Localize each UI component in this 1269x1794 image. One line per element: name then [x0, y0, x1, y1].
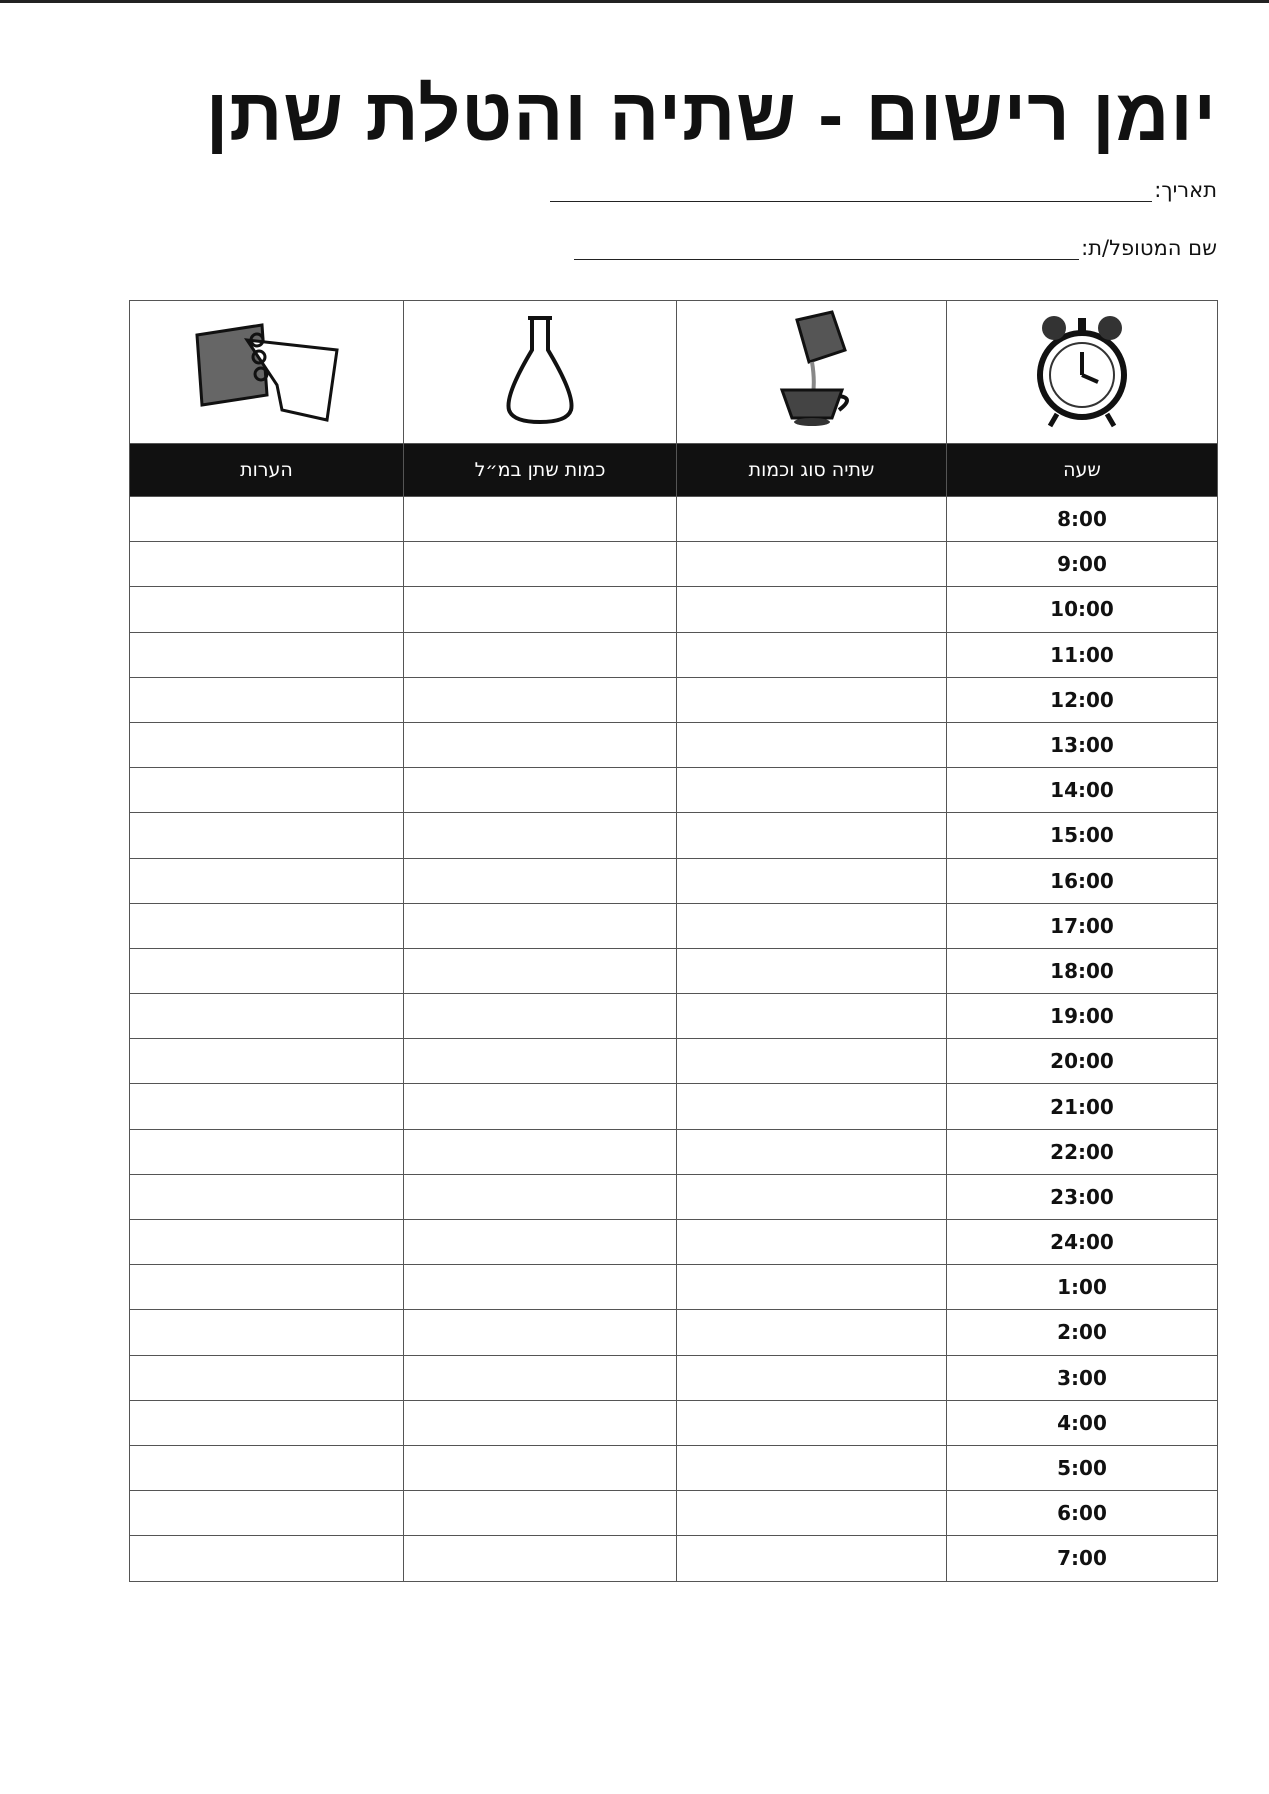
- notes-cell[interactable]: [130, 1491, 404, 1536]
- patient-field: [574, 236, 1217, 260]
- notes-cell[interactable]: [130, 1310, 404, 1355]
- urine-cell[interactable]: [404, 1220, 677, 1265]
- urine-cell[interactable]: [404, 1129, 677, 1174]
- urine-cell[interactable]: [404, 587, 677, 632]
- table-row: [130, 768, 1218, 813]
- table-row: [130, 1310, 1218, 1355]
- urine-cell[interactable]: [404, 1536, 677, 1581]
- drink-cell[interactable]: [677, 1355, 947, 1400]
- table-row: [130, 587, 1218, 632]
- urine-cell[interactable]: [404, 497, 677, 542]
- urine-cell[interactable]: [404, 768, 677, 813]
- notebook-icon: [130, 301, 404, 444]
- notes-cell[interactable]: [130, 1536, 404, 1581]
- patient-input-line[interactable]: [574, 237, 1079, 260]
- urine-cell[interactable]: [404, 813, 677, 858]
- notes-cell[interactable]: [130, 1129, 404, 1174]
- time-cell: 19:00: [947, 994, 1218, 1039]
- notes-cell[interactable]: [130, 497, 404, 542]
- drink-cell[interactable]: [677, 1536, 947, 1581]
- table-row: [130, 813, 1218, 858]
- table-row: [130, 1039, 1218, 1084]
- time-cell: 13:00: [947, 722, 1218, 767]
- urine-cell[interactable]: [404, 1445, 677, 1490]
- notes-cell[interactable]: [130, 768, 404, 813]
- drink-cell[interactable]: [677, 587, 947, 632]
- table-row: [130, 1491, 1218, 1536]
- time-cell: 18:00: [947, 948, 1218, 993]
- drink-cell[interactable]: [677, 1220, 947, 1265]
- time-cell: 16:00: [947, 858, 1218, 903]
- time-cell: 24:00: [947, 1220, 1218, 1265]
- table-row: [130, 1400, 1218, 1445]
- notes-cell[interactable]: [130, 542, 404, 587]
- drink-cell[interactable]: [677, 1129, 947, 1174]
- time-cell: 12:00: [947, 677, 1218, 722]
- notes-cell[interactable]: [130, 948, 404, 993]
- drink-cell[interactable]: [677, 1084, 947, 1129]
- notes-cell[interactable]: [130, 1174, 404, 1219]
- drink-pouring-cup-icon: [677, 301, 947, 444]
- drink-cell[interactable]: [677, 903, 947, 948]
- time-cell: 15:00: [947, 813, 1218, 858]
- table-row: [130, 632, 1218, 677]
- table-row: [130, 1445, 1218, 1490]
- time-cell: 4:00: [947, 1400, 1218, 1445]
- time-cell: 2:00: [947, 1310, 1218, 1355]
- urine-cell[interactable]: [404, 903, 677, 948]
- notes-cell[interactable]: [130, 1265, 404, 1310]
- notes-cell[interactable]: [130, 632, 404, 677]
- table-row: [130, 1129, 1218, 1174]
- time-cell: 1:00: [947, 1265, 1218, 1310]
- time-cell: 11:00: [947, 632, 1218, 677]
- notes-cell[interactable]: [130, 1400, 404, 1445]
- header-drink: שתיה סוג וכמות: [677, 444, 947, 497]
- drink-cell[interactable]: [677, 1039, 947, 1084]
- urine-cell[interactable]: [404, 1400, 677, 1445]
- table-row: [130, 1220, 1218, 1265]
- table-row: [130, 858, 1218, 903]
- urine-cell[interactable]: [404, 722, 677, 767]
- drink-cell[interactable]: [677, 722, 947, 767]
- top-border: [0, 0, 1269, 3]
- time-cell: 21:00: [947, 1084, 1218, 1129]
- notes-cell[interactable]: [130, 1355, 404, 1400]
- header-time: שעה: [947, 444, 1218, 497]
- notes-cell[interactable]: [130, 1039, 404, 1084]
- date-field: [550, 178, 1217, 202]
- urine-cell[interactable]: [404, 948, 677, 993]
- urine-cell[interactable]: [404, 1039, 677, 1084]
- time-cell: 3:00: [947, 1355, 1218, 1400]
- icon-row: [130, 301, 1218, 444]
- date-input-line[interactable]: [550, 179, 1152, 202]
- urine-cell[interactable]: [404, 994, 677, 1039]
- time-cell: 22:00: [947, 1129, 1218, 1174]
- notes-cell[interactable]: [130, 1445, 404, 1490]
- drink-cell[interactable]: [677, 542, 947, 587]
- time-cell: 7:00: [947, 1536, 1218, 1581]
- notes-cell[interactable]: [130, 813, 404, 858]
- table-row: [130, 1536, 1218, 1581]
- urine-cell[interactable]: [404, 1491, 677, 1536]
- urine-cell[interactable]: [404, 1084, 677, 1129]
- urine-cell[interactable]: [404, 1355, 677, 1400]
- drink-cell[interactable]: [677, 768, 947, 813]
- table-row: [130, 903, 1218, 948]
- urine-cell[interactable]: [404, 858, 677, 903]
- notes-cell[interactable]: [130, 994, 404, 1039]
- notes-cell[interactable]: [130, 587, 404, 632]
- drink-cell[interactable]: [677, 1400, 947, 1445]
- table-row: [130, 1084, 1218, 1129]
- measuring-flask-icon: [404, 301, 677, 444]
- notes-cell[interactable]: [130, 1084, 404, 1129]
- time-cell: 23:00: [947, 1174, 1218, 1219]
- header-row: [130, 444, 1218, 497]
- time-cell: 5:00: [947, 1445, 1218, 1490]
- drink-cell[interactable]: [677, 858, 947, 903]
- drink-cell[interactable]: [677, 677, 947, 722]
- table-row: [130, 1355, 1218, 1400]
- table-row: [130, 994, 1218, 1039]
- urine-cell[interactable]: [404, 1310, 677, 1355]
- time-cell: 20:00: [947, 1039, 1218, 1084]
- header-notes: הערות: [130, 444, 404, 497]
- drink-cell[interactable]: [677, 632, 947, 677]
- patient-label: שם המטופל/ת:: [1081, 236, 1217, 260]
- table-row: [130, 1174, 1218, 1219]
- notes-cell[interactable]: [130, 677, 404, 722]
- urine-cell[interactable]: [404, 632, 677, 677]
- notes-cell[interactable]: [130, 1220, 404, 1265]
- urine-cell[interactable]: [404, 542, 677, 587]
- time-cell: 9:00: [947, 542, 1218, 587]
- drink-cell[interactable]: [677, 813, 947, 858]
- time-cell: 17:00: [947, 903, 1218, 948]
- drink-cell[interactable]: [677, 1174, 947, 1219]
- page-title: יומן רישום - שתיה והטלת שתן: [205, 73, 1217, 156]
- drink-cell[interactable]: [677, 1265, 947, 1310]
- table-row: [130, 542, 1218, 587]
- urine-cell[interactable]: [404, 1174, 677, 1219]
- drink-cell[interactable]: [677, 497, 947, 542]
- table-row: [130, 1265, 1218, 1310]
- table-row: [130, 722, 1218, 767]
- time-cell: 8:00: [947, 497, 1218, 542]
- date-label: תאריך:: [1154, 178, 1217, 202]
- notes-cell[interactable]: [130, 858, 404, 903]
- notes-cell[interactable]: [130, 903, 404, 948]
- table-row: [130, 948, 1218, 993]
- drink-cell[interactable]: [677, 994, 947, 1039]
- drink-cell[interactable]: [677, 1491, 947, 1536]
- alarm-clock-icon: [947, 301, 1218, 444]
- time-cell: 14:00: [947, 768, 1218, 813]
- table-row: [130, 677, 1218, 722]
- log-table: [129, 300, 1218, 1582]
- table-row: [130, 497, 1218, 542]
- drink-cell[interactable]: [677, 1445, 947, 1490]
- urine-cell[interactable]: [404, 1265, 677, 1310]
- header-urine: כמות שתן במ״ל: [404, 444, 677, 497]
- urine-cell[interactable]: [404, 677, 677, 722]
- time-cell: 10:00: [947, 587, 1218, 632]
- drink-cell[interactable]: [677, 948, 947, 993]
- drink-cell[interactable]: [677, 1310, 947, 1355]
- time-cell: 6:00: [947, 1491, 1218, 1536]
- notes-cell[interactable]: [130, 722, 404, 767]
